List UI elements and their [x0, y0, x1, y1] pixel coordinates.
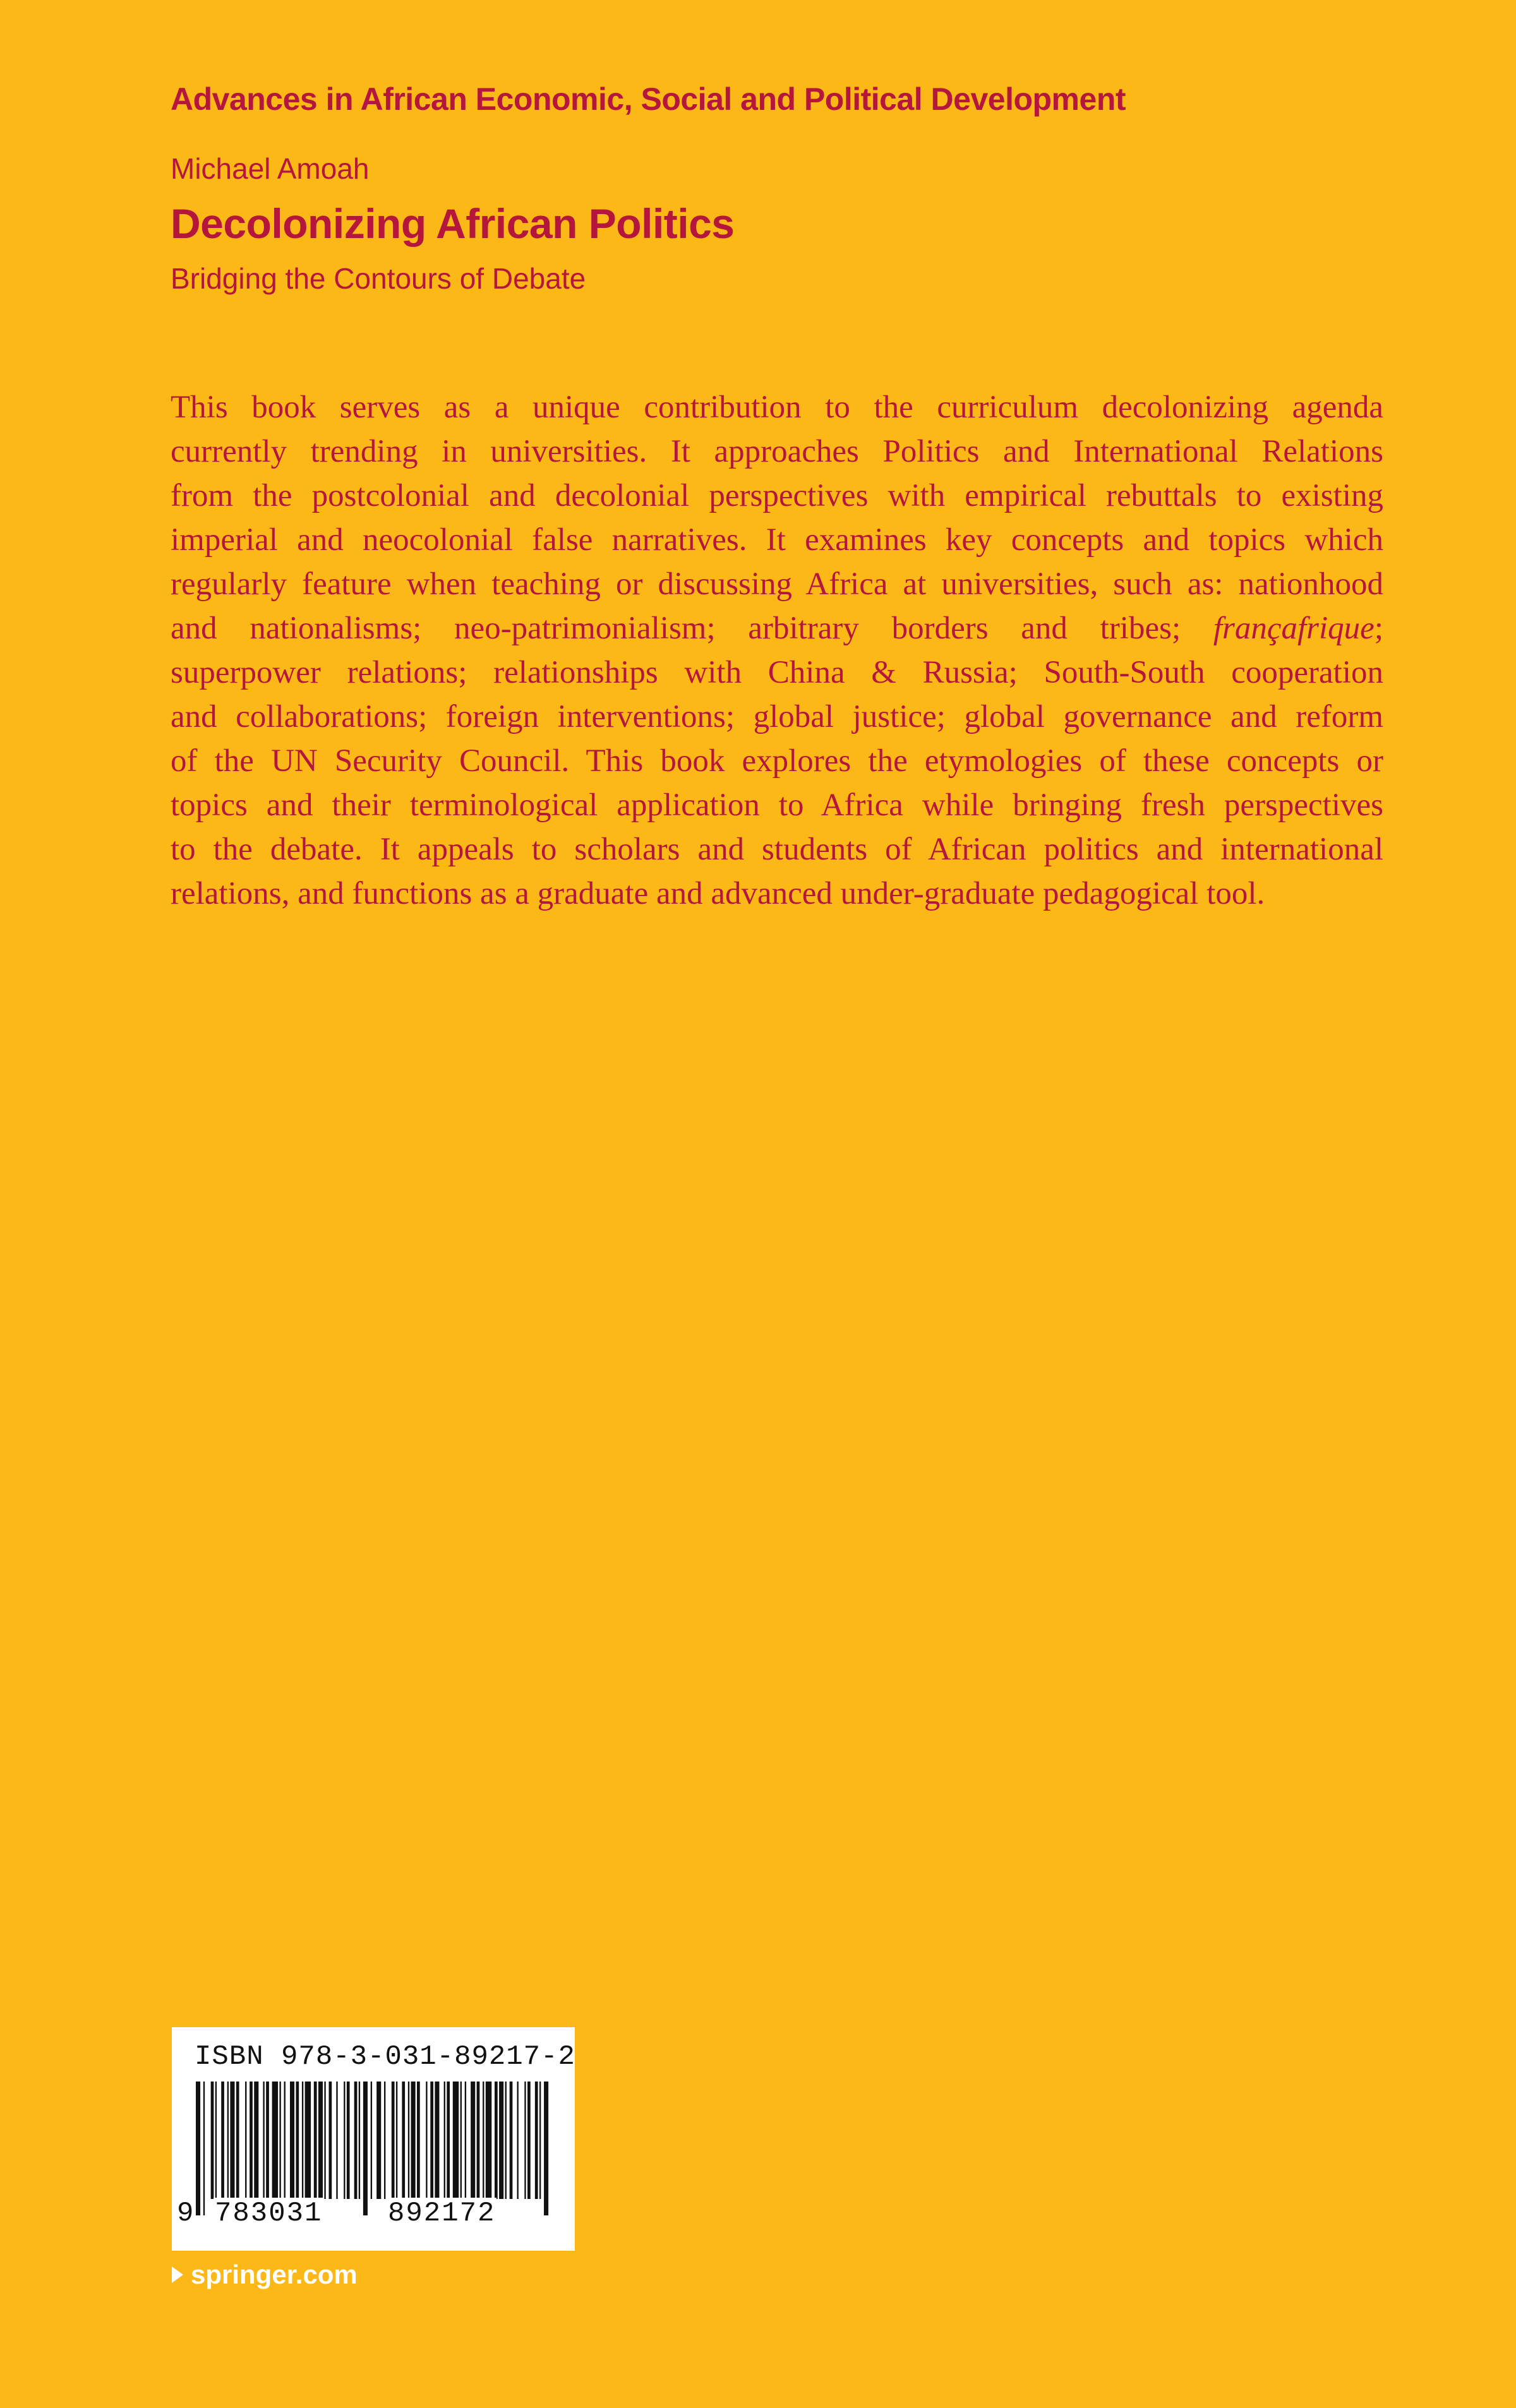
barcode-bar	[328, 2082, 332, 2199]
blurb-italic-term: françafrique	[1213, 611, 1375, 646]
barcode-bar	[524, 2082, 526, 2199]
publisher-link[interactable]	[172, 2260, 358, 2290]
blurb-line	[171, 606, 1383, 650]
blurb-line: to the debate. It appeals to scholars and students of African politics and international	[171, 832, 1383, 867]
barcode-bar	[535, 2082, 538, 2199]
barcode-bar	[505, 2082, 507, 2199]
barcode-digits-right: 892172	[388, 2198, 496, 2229]
barcode-bar	[305, 2082, 311, 2199]
author-name: Michael Amoah	[171, 152, 370, 185]
barcode-bar	[363, 2082, 368, 2215]
barcode-bar	[230, 2082, 234, 2199]
barcode-bar	[471, 2082, 475, 2199]
barcode-bar	[417, 2082, 420, 2199]
barcode-bar	[196, 2082, 200, 2215]
barcode-bar	[435, 2082, 439, 2199]
barcode-panel	[172, 2027, 575, 2251]
blurb-line: currently trending in universities. It approaches Politics and International Relations	[171, 434, 1383, 469]
barcode-bar	[447, 2082, 450, 2199]
barcode-digits	[172, 2198, 575, 2242]
book-title: Decolonizing African Politics	[171, 200, 735, 247]
barcode-bar	[426, 2082, 427, 2199]
blurb	[171, 385, 1383, 916]
barcode-bar	[359, 2082, 360, 2199]
barcode-bar	[477, 2082, 480, 2199]
barcode-bar	[402, 2082, 405, 2199]
barcode-bar	[215, 2082, 217, 2199]
barcode-bar	[411, 2082, 416, 2199]
barcode-bar	[344, 2082, 345, 2199]
barcode-bar	[211, 2082, 214, 2199]
barcode-bar	[460, 2082, 462, 2199]
barcode-bar	[396, 2082, 397, 2199]
publisher-website: springer.com	[191, 2260, 358, 2289]
barcode-bar	[465, 2082, 466, 2199]
arrow-right-icon	[172, 2267, 183, 2283]
book-subtitle: Bridging the Contours of Debate	[171, 262, 586, 295]
barcode-bar	[318, 2082, 323, 2199]
barcode-bar	[302, 2082, 303, 2199]
barcode-digit-first: 9	[177, 2198, 195, 2229]
barcode-bar	[236, 2082, 239, 2199]
barcode-bar	[495, 2082, 498, 2199]
barcode-bar	[266, 2082, 269, 2199]
barcode-bar	[539, 2082, 541, 2199]
barcode-digits-left: 783031	[215, 2198, 323, 2229]
barcode-bar	[517, 2082, 518, 2199]
blurb-line: superpower relations; relationships with China & Russia; South-South cooperation	[171, 655, 1383, 690]
blurb-line: from the postcolonial and decolonial perspectives with empirical rebuttals to existing	[171, 478, 1383, 513]
barcode-bar	[354, 2082, 358, 2199]
barcode-bar	[408, 2082, 409, 2199]
barcode-bar	[336, 2082, 337, 2199]
barcode-bar	[245, 2082, 246, 2199]
barcode-bar	[430, 2082, 433, 2199]
barcode-bar	[453, 2082, 459, 2199]
barcode-bar	[290, 2082, 294, 2199]
barcode-bar	[203, 2082, 205, 2215]
barcode-bar	[272, 2082, 278, 2199]
barcode-bar	[250, 2082, 253, 2199]
blurb-italic-suffix: ;	[1374, 611, 1383, 646]
blurb-line: imperial and neocolonial false narratives. It examines key concepts and topics which	[171, 522, 1383, 558]
barcode-bar	[284, 2082, 286, 2199]
barcode-bar	[392, 2082, 395, 2199]
barcode-bar	[544, 2082, 548, 2215]
blurb-line: of the UN Security Council. This book explores the etymologies of these concepts or	[171, 743, 1383, 779]
barcode-bar	[384, 2082, 385, 2199]
barcode-bar	[527, 2082, 531, 2199]
barcode-bar	[371, 2082, 372, 2199]
blurb-line: and collaborations; foreign interventions; global justice; global governance and reform	[171, 699, 1383, 734]
barcode-bar	[221, 2082, 224, 2199]
barcode-bar	[227, 2082, 229, 2199]
blurb-line: topics and their terminological application to Africa while bringing fresh perspectives	[171, 788, 1383, 823]
blurb-line-text: and nationalisms; neo-patrimonialism; arbitrary borders and tribes;	[171, 611, 1181, 646]
barcode-bar	[376, 2082, 381, 2199]
isbn-label: ISBN 978-3-031-89217-2	[195, 2041, 575, 2073]
barcode-bar	[510, 2082, 513, 2199]
barcode-bar	[263, 2082, 264, 2199]
barcode-bar	[483, 2082, 484, 2199]
barcode-bar	[254, 2082, 258, 2199]
barcode-bar	[324, 2082, 325, 2199]
blurb-line: This book serves as a unique contribution to the curriculum decolonizing agenda	[171, 390, 1383, 425]
blurb-line: regularly feature when teaching or discussing Africa at universities, such as: nationhood	[171, 566, 1383, 602]
barcode-bar	[296, 2082, 299, 2199]
barcode-bar	[486, 2082, 491, 2199]
barcode-bar	[314, 2082, 317, 2199]
blurb-line: relations, and functions as a graduate and advanced under-graduate pedagogical tool.	[171, 876, 1265, 911]
barcode-bars	[196, 2082, 551, 2215]
barcode-bar	[279, 2082, 280, 2199]
barcode-bar	[347, 2082, 350, 2199]
series-title: Advances in African Economic, Social and Political Development	[171, 81, 1126, 117]
barcode-bar	[444, 2082, 445, 2199]
barcode-bar	[499, 2082, 503, 2199]
